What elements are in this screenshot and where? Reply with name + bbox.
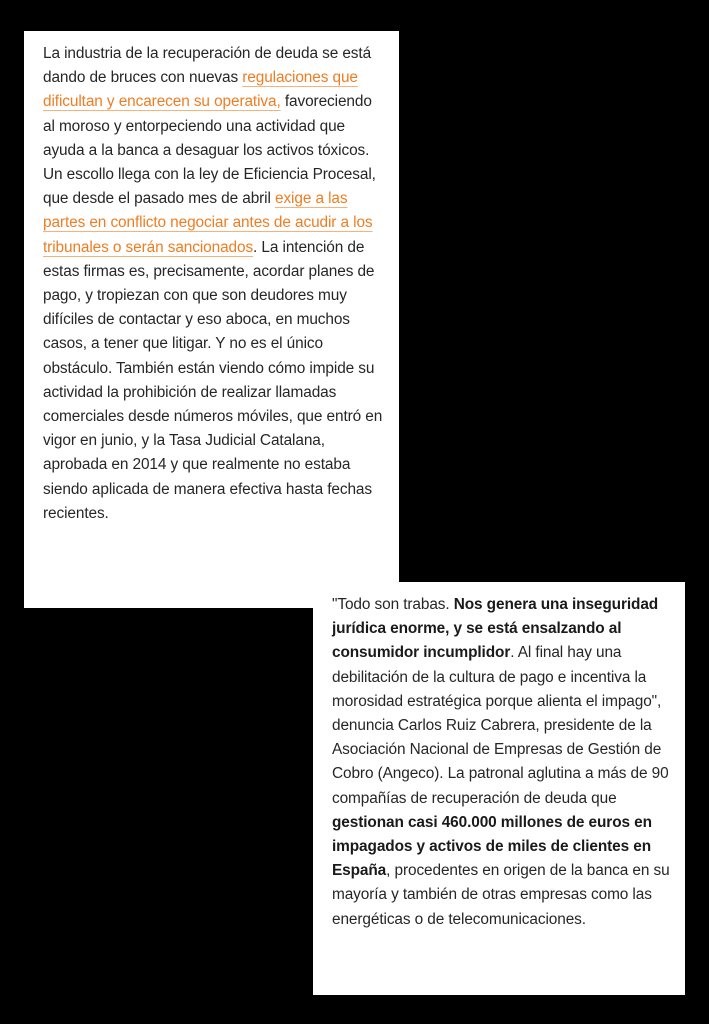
article-excerpt-2: [313, 582, 685, 995]
bold-figure: gestionan casi 460.000 millones de euros en impagados y activos de miles de clientes en España: [332, 813, 652, 880]
article-excerpt-1: [24, 31, 399, 608]
paragraph-2: [332, 593, 673, 932]
text-segment: . La intención de estas firmas es, precisamente, acordar planes de pago, y tropiezan con que son deudores muy difíciles de contactar y eso aboca, en muchos casos, a tener que litigar. Y no es el único obstáculo. También están viendo cómo impide su actividad la prohibición de realizar llamadas comerciales desde números móviles, que entró en vigor en junio, y la Tasa Judicial Catalana, aprobada en 2014 y que realmente no estaba siendo aplicada de manera efectiva hasta fechas recientes.: [43, 238, 383, 522]
text-segment: . Al final hay una debilitación de la cultura de pago e incentiva la morosidad estratégica porque alienta el impago", denuncia Carlos Ruiz Cabrera, presidente de la Asociación Nacional de Empresas de Gestión de Cobro (Angeco). La patronal aglutina a más de 90 compañías de recuperación de deuda que: [332, 644, 669, 807]
text-segment: favoreciendo al moroso y entorpeciendo una actividad que ayuda a la banca a desaguar los activos tóxicos. Un escollo llega con la ley de Eficiencia Procesal, que desde el pasado mes de abril: [43, 93, 376, 208]
procedural-efficiency-link[interactable]: exige a las partes en conflicto negociar antes de acudir a los tribunales o serán sancionados: [43, 190, 373, 256]
text-segment: , procedentes en origen de la banca en su mayoría y también de otras empresas como las energéticas o de telecomunicaciones.: [332, 862, 670, 928]
text-segment: "Todo son trabas.: [332, 596, 454, 613]
paragraph-1: [43, 42, 385, 526]
text-segment: La industria de la recuperación de deuda se está dando de bruces con nuevas: [43, 45, 372, 87]
bold-quote: Nos genera una inseguridad jurídica enorme, y se está ensalzando al consumidor incumplidor: [332, 596, 659, 662]
regulations-link[interactable]: regulaciones que dificultan y encarecen su operativa,: [43, 69, 358, 111]
